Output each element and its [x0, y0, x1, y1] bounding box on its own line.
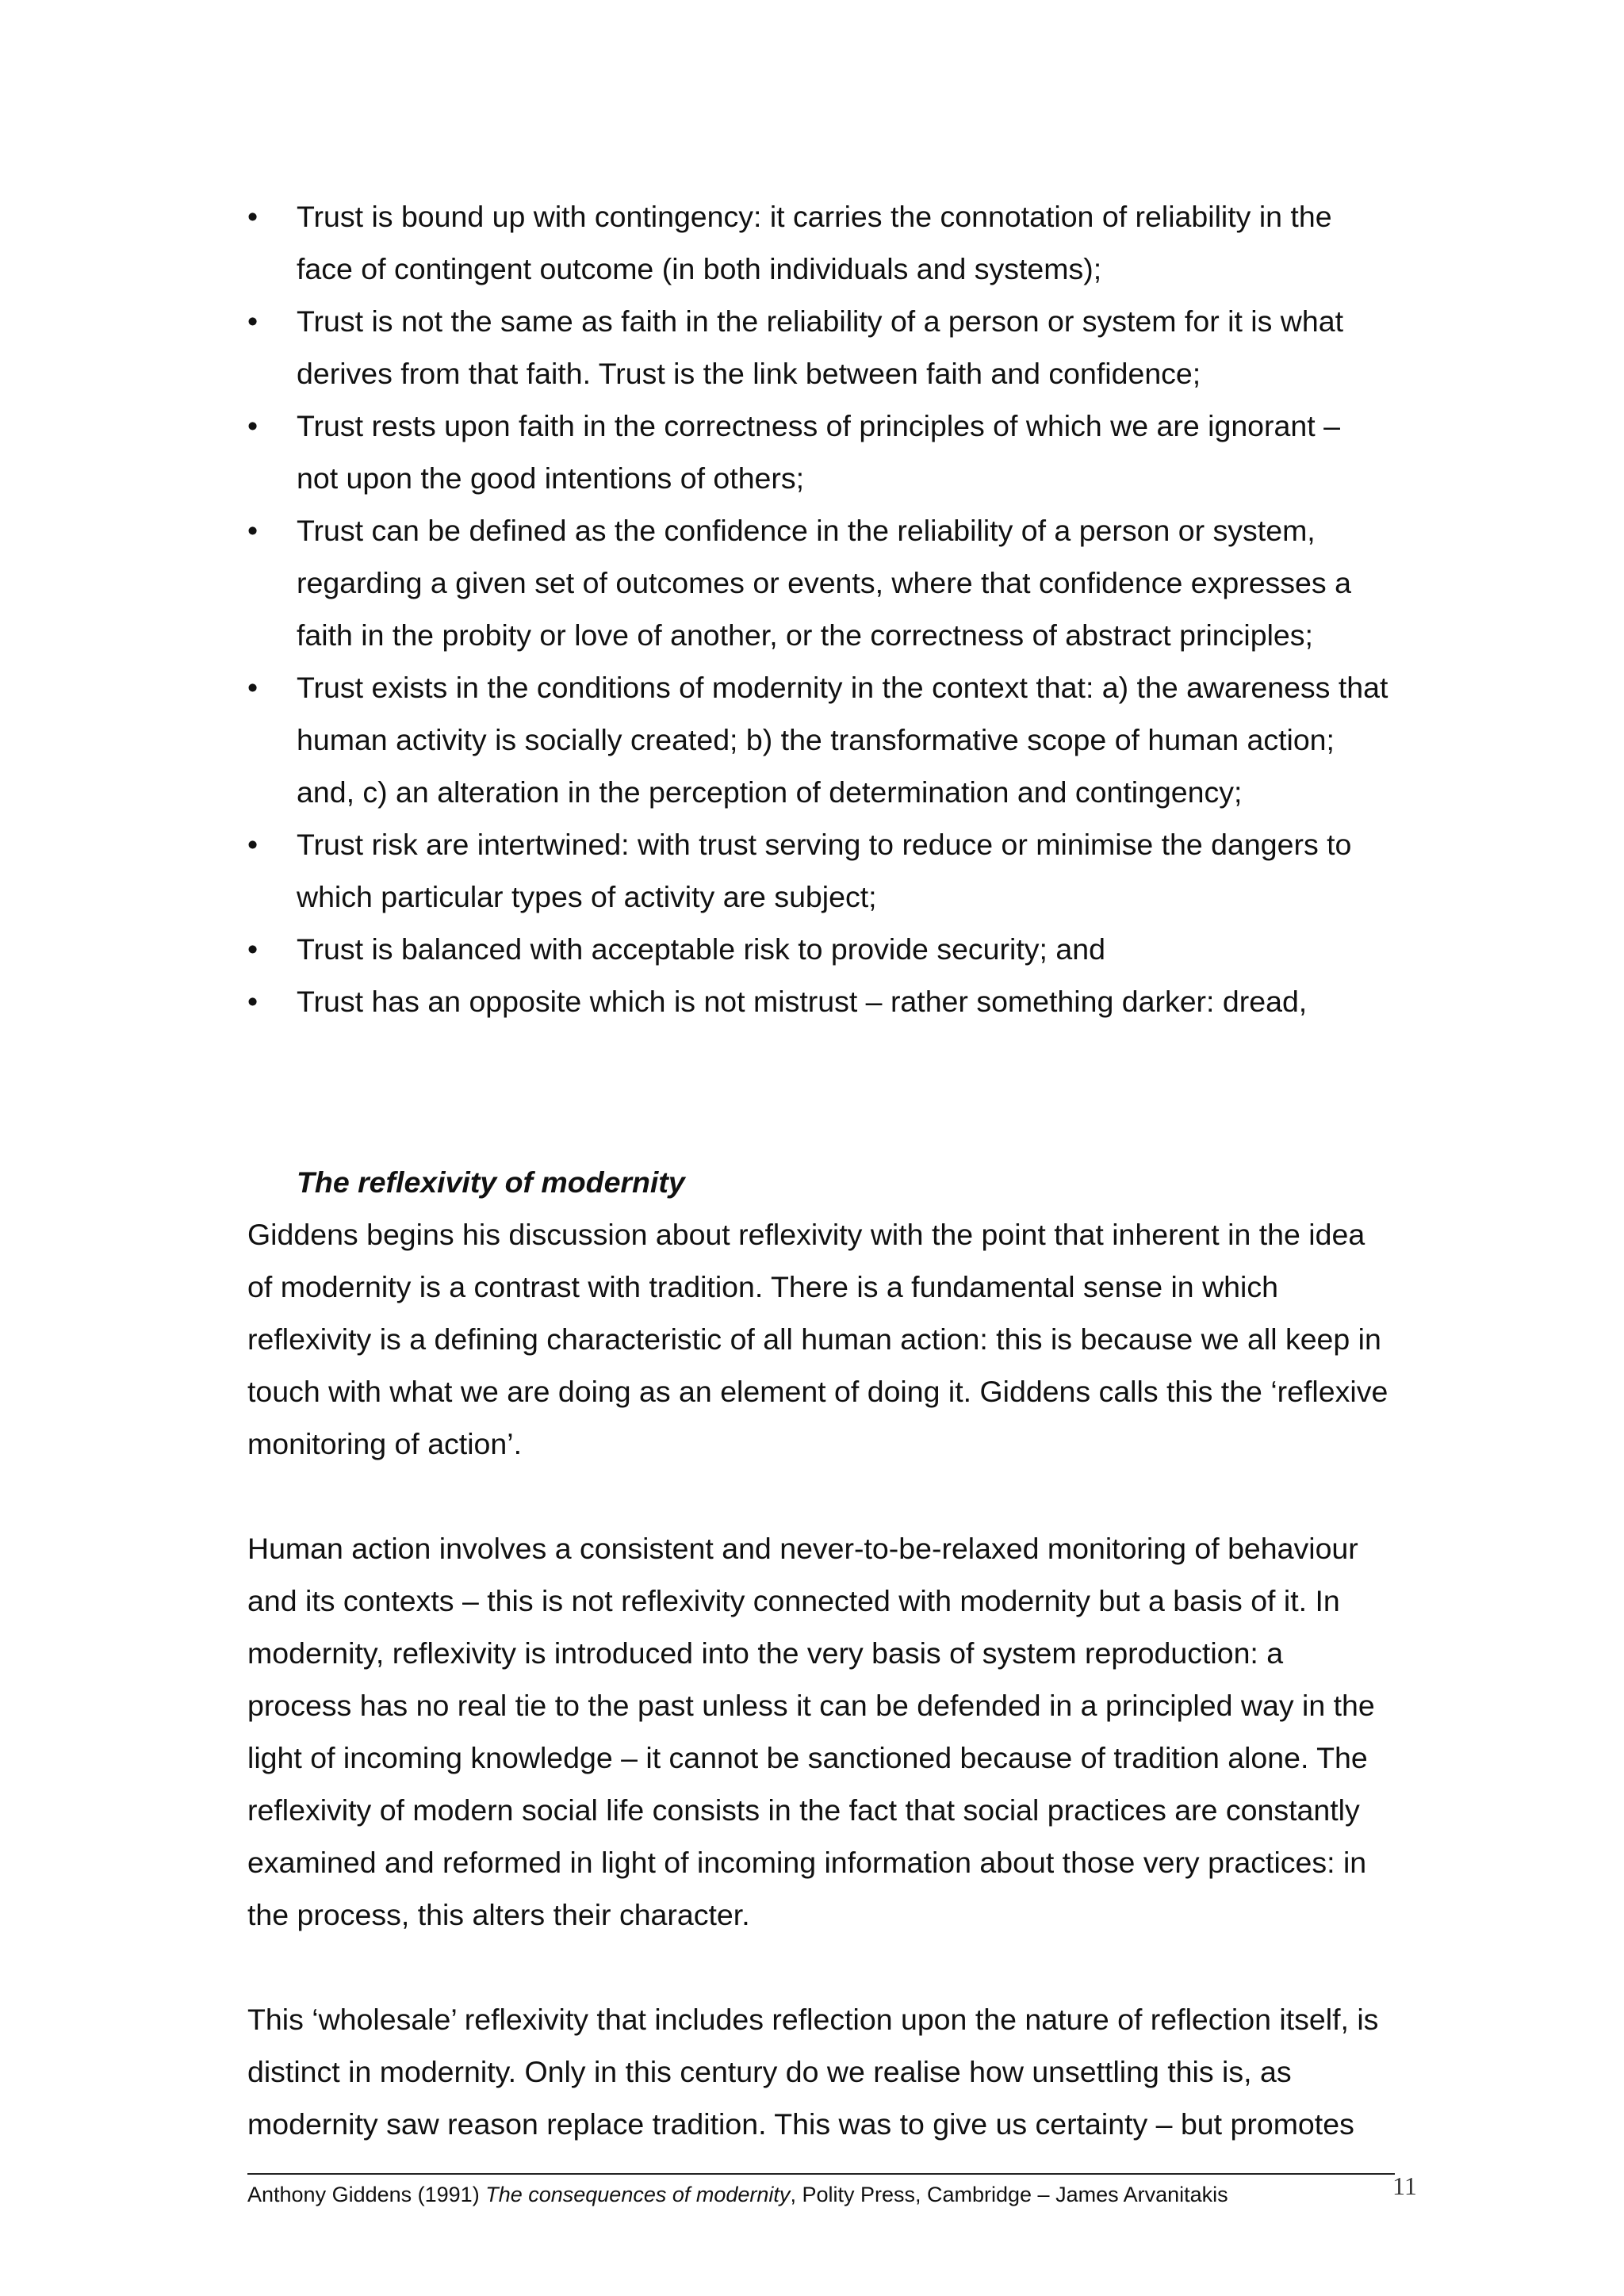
footer-book-title: The consequences of modernity: [485, 2183, 791, 2206]
bullet-text: Trust risk are intertwined: with trust serving to reduce or minimise the dangers to which particular types of activity are subject;: [297, 828, 1352, 913]
footer-citation: [247, 2182, 1228, 2207]
bullet-dot: •: [247, 671, 259, 704]
bullet-item-5: [247, 661, 1389, 818]
paragraph-2: Human action involves a consistent and never-to-be-relaxed monitoring of behaviour and its contexts – this is not reflexivity connected with modernity but a basis of it. In modernity, reflexivity is introduced into the very basis of system reproduction: a process has no real tie to the past unless it can be defended in a principled way in the light of incoming knowledge – it cannot be sanctioned because of tradition alone. The reflexivity of modern social life consists in the fact that social practices are constantly examined and reformed in light of incoming information about those very practices: in the process, this alters their character.: [247, 1532, 1375, 1931]
page-number: 11: [1392, 2172, 1417, 2200]
bullet-dot: •: [247, 200, 259, 233]
paragraph-1: Giddens begins his discussion about reflexivity with the point that inherent in the idea of modernity is a contrast with tradition. There is a fundamental sense in which reflexivity is a defining characteristic of all human action: this is because we all keep in touch with what we are doing as an element of doing it. Giddens calls this the ‘reflexive monitoring of action’.: [247, 1218, 1388, 1460]
bullet-dot: •: [247, 409, 259, 442]
bullet-text: Trust is bound up with contingency: it carries the connotation of reliability in the face of contingent outcome (in both individuals and systems);: [297, 200, 1332, 285]
bullet-item-7: [247, 923, 1389, 975]
paragraph-3: This ‘wholesale’ reflexivity that includes reflection upon the nature of reflection itself, is distinct in modernity. Only in this century do we realise how unsettling this is, as modernity saw reason replace tradition. This was to give us certainty – but promotes: [247, 2003, 1379, 2141]
bullet-dot: •: [247, 828, 259, 861]
body-text: [247, 1208, 1389, 2150]
section-heading: The reflexivity of modernity: [297, 1165, 685, 1199]
bullet-item-6: [247, 818, 1389, 923]
bullet-item-2: [247, 295, 1389, 400]
bullet-text: Trust can be defined as the confidence in the reliability of a person or system, regarding a given set of outcomes or events, where that confidence expresses a faith in the probity or love of another, or the correctness of abstract principles;: [297, 514, 1351, 652]
bullet-text: Trust is not the same as faith in the reliability of a person or system for it is what derives from that faith. Trust is the link between faith and confidence;: [297, 304, 1343, 390]
bullet-item-4: [247, 504, 1389, 661]
bullet-item-1: [247, 190, 1389, 295]
page-body: [247, 190, 1389, 2150]
bullet-list: [247, 190, 1389, 1027]
bullet-text: Trust exists in the conditions of modernity in the context that: a) the awareness that human activity is socially created; b) the transformative scope of human action; and, c) an alteration in the perception of determination and contingency;: [297, 671, 1388, 809]
bullet-item-3: [247, 400, 1389, 504]
bullet-dot: •: [247, 932, 259, 966]
bullet-text: Trust rests upon faith in the correctness of principles of which we are ignorant – not upon the good intentions of others;: [297, 409, 1340, 495]
bullet-dot: •: [247, 304, 259, 338]
bullet-item-8: [247, 975, 1389, 1027]
bullet-text: Trust is balanced with acceptable risk to provide security; and: [297, 932, 1105, 966]
footer-citation-prefix: Anthony Giddens (1991): [247, 2183, 486, 2206]
bullet-text: Trust has an opposite which is not mistrust – rather something darker: dread,: [297, 985, 1308, 1018]
bullet-dot: •: [247, 985, 259, 1018]
bullet-dot: •: [247, 514, 259, 547]
footer-citation-suffix: , Polity Press, Cambridge – James Arvanitakis: [790, 2183, 1228, 2206]
footer-divider: [247, 2173, 1395, 2175]
